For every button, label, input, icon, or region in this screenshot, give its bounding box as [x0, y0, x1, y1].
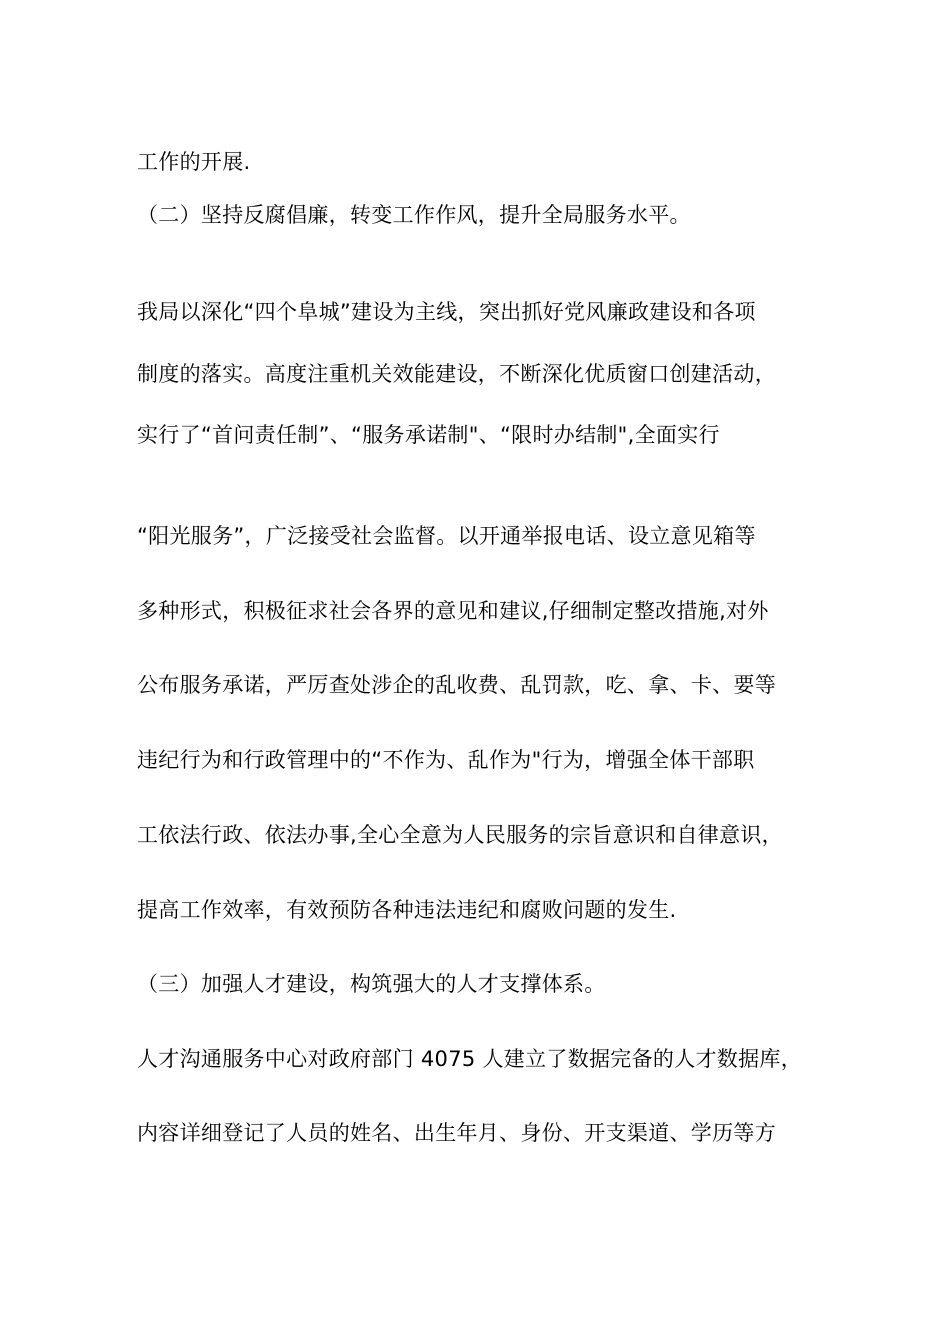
- paragraph-line: 工作的开展.: [137, 150, 251, 174]
- paragraph-line: 公布服务承诺，严厉查处涉企的乱收费、乱罚款，吃、拿、卡、要等: [137, 673, 776, 697]
- paragraph-line: 多种形式，积极征求社会各界的意见和建议,仔细制定整改措施,对外: [137, 599, 769, 623]
- paragraph-line: 违纪行为和行政管理中的“不作为、乱作为"行为，增强全体干部职: [137, 748, 755, 772]
- paragraph-line: “阳光服务”，广泛接受社会监督。以开通举报电话、设立意见箱等: [137, 524, 756, 548]
- section-heading-3: （三）加强人才建设，构筑强大的人才支撑体系。: [137, 972, 606, 996]
- paragraph-line: 人才沟通服务中心对政府部门 4075 人建立了数据完备的人才数据库，: [137, 1047, 802, 1071]
- paragraph-line: 工依法行政、依法办事,全心全意为人民服务的宗旨意识和自律意识，: [137, 823, 783, 847]
- paragraph-line: 提高工作效率，有效预防各种违法违纪和腐败问题的发生.: [137, 898, 677, 922]
- section-heading-2: （二）坚持反腐倡廉，转变工作作风，提升全局服务水平。: [137, 203, 691, 227]
- paragraph-line: 实行了“首问责任制”、“服务承诺制"、“限时办结制",全面实行: [137, 423, 720, 447]
- paragraph-line: 我局以深化“四个阜城”建设为主线，突出抓好党风廉政建设和各项: [137, 300, 756, 324]
- paragraph-line: 内容详细登记了人员的姓名、出生年月、身份、开支渠道、学历等方: [137, 1121, 776, 1145]
- paragraph-line: 制度的落实。高度注重机关效能建设，不断深化优质窗口创建活动，: [137, 362, 776, 386]
